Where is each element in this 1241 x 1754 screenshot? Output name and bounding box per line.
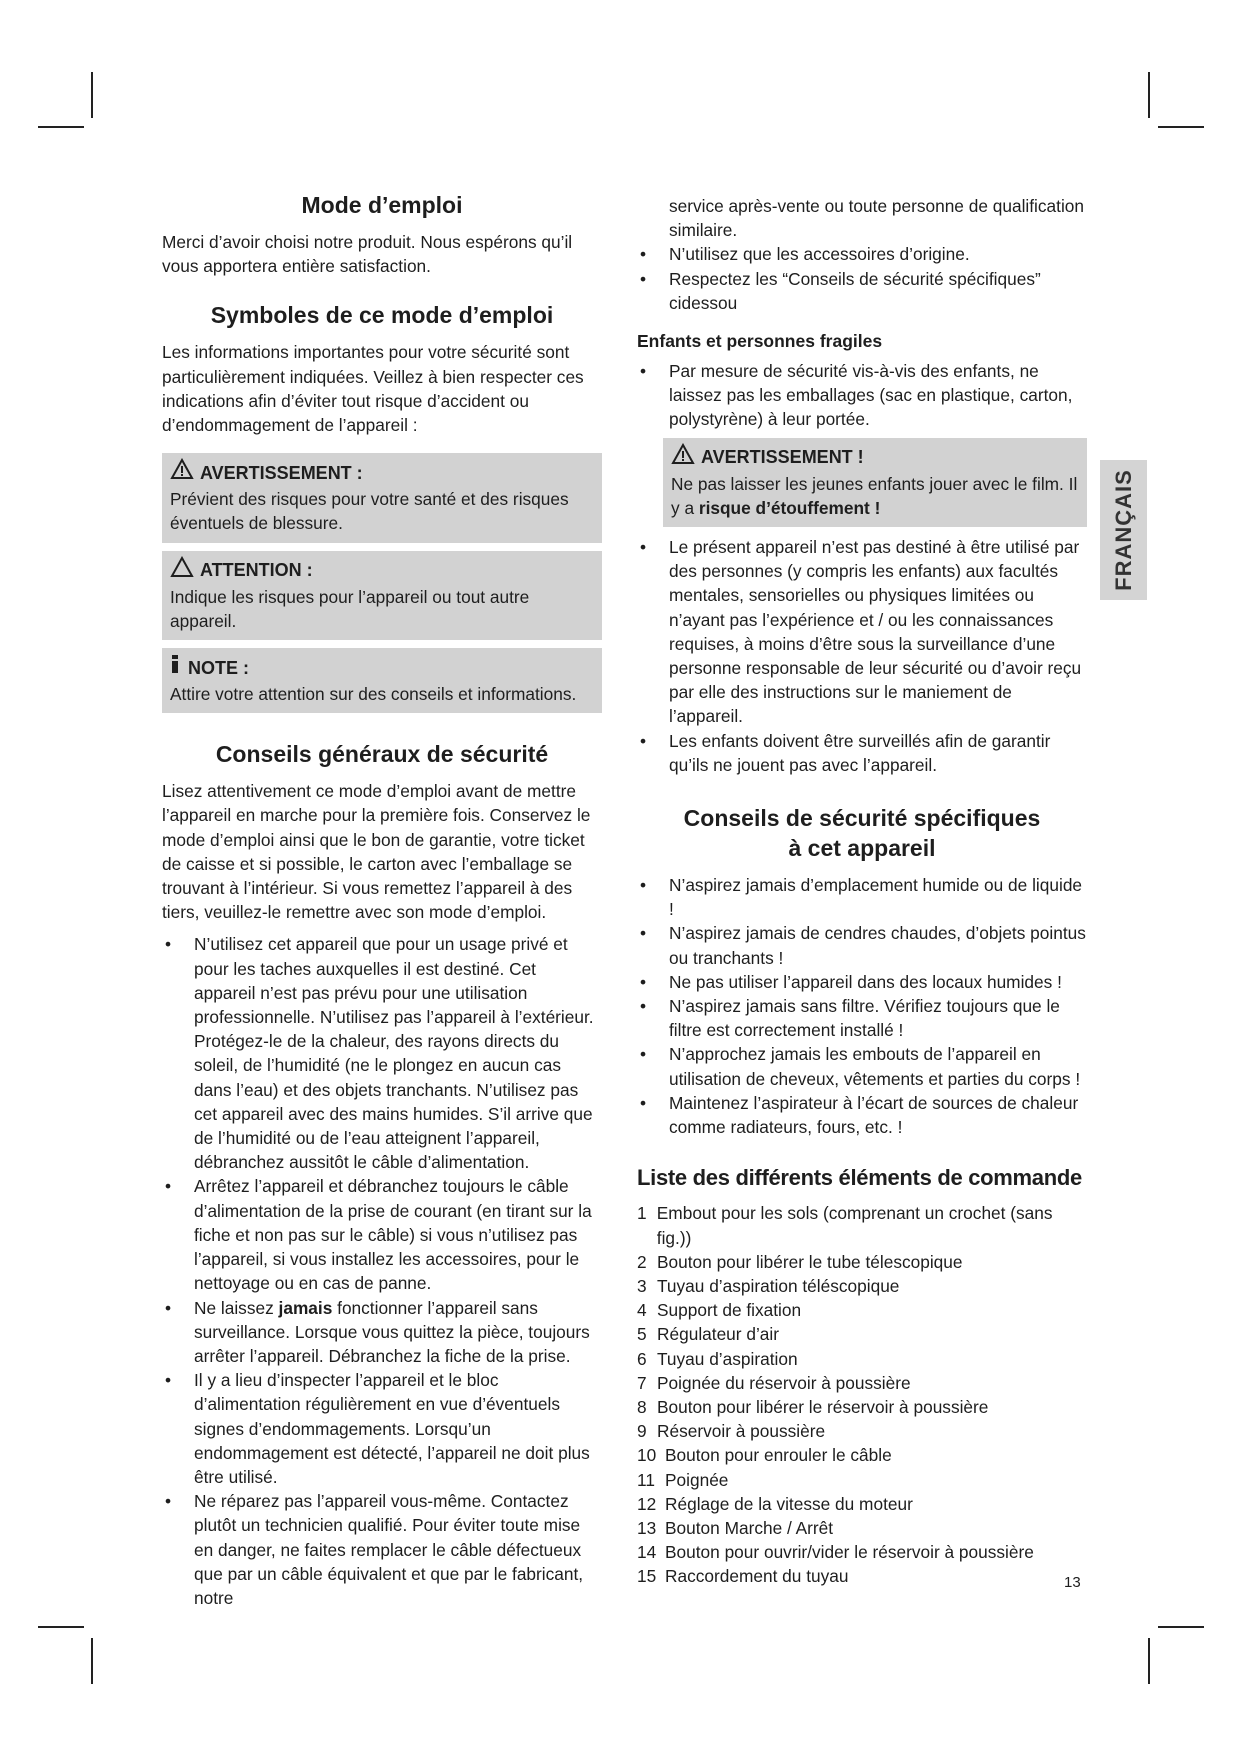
list-item: • Il y a lieu d’inspecter l’appareil et le bloc d’alimentation régulièrement en vue d’éventuels signes d’endommagements. Lorsqu’un endommagement est détecté, l’appareil ne doit plus être utilisé. [164,1370,590,1487]
title-general-safety: Conseils généraux de sécurité [215,741,549,768]
warning-text: Prévient des risques pour votre santé et des risques éventuels de blessure. [170,489,569,534]
crop-mark [38,126,84,128]
list-item: 7 Poignée du réservoir à poussière [637,1372,911,1393]
crop-mark [91,72,93,118]
warning-icon [170,458,194,487]
general-text: Lisez attentivement ce mode d’emploi avant de mettre l’appareil en marche pour la première fois. Conservez le mode d’emploi ainsi que le bon de garantie, votre ticket de caisse et si possible, le carton avec l’emballage se trouvant à l’intérieur. Si vous remettez l’appareil à des tiers, veuillez-le remettre avec son mode d’emploi. [162,781,591,923]
list-item: 6 Tuyau d’aspiration [637,1348,798,1369]
list-item: • N’utilisez que les accessoires d’origine. [639,244,970,265]
specific-bullets [637,873,1087,1139]
list-item: 12 Réglage de la vitesse du moteur [637,1493,913,1514]
children-bullets-2 [637,535,1087,777]
list-item: 11 Poignée [637,1469,729,1490]
list-item: • Le présent appareil n’est pas destiné à être utilisé par des personnes (y compris les enfants) aux facultés mentales, sensorielles ou physiques limitées ou n’ayant pas l’expérience et / ou les connaissances requises, à moins d’être sous la surveillance d’une personne responsable de leur sécurité ou d’avoir reçu par elle des instructions sur le maniement de l’appareil. [639,537,1082,727]
note-text: Attire votre attention sur des conseils et informations. [170,684,577,705]
list-item: • N’aspirez jamais de cendres chaudes, d’objets pointus ou tranchants ! [639,923,1086,968]
list-item: • N’approchez jamais les embouts de l’appareil en utilisation de cheveux, vêtements et parties du corps ! [639,1044,1081,1089]
children-bullets-1 [637,359,1087,432]
warning-title: AVERTISSEMENT ! [701,447,864,468]
attention-box [162,551,602,640]
warning-title: AVERTISSEMENT : [200,462,363,483]
title-mode-emploi: Mode d’emploi [301,192,463,218]
list-item: 5 Régulateur d’air [637,1324,779,1345]
title-parts-list: Liste des différents éléments de commande [637,1165,1082,1191]
list-item: 9 Réservoir à poussière [637,1421,826,1442]
crop-mark [91,1638,93,1684]
list-item: • Maintenez l’aspirateur à l’écart de sources de chaleur comme radiateurs, fours, etc. ! [639,1092,1079,1138]
attention-title: ATTENTION : [200,560,313,581]
language-tab-label: FRANÇAIS [1110,469,1136,591]
crop-mark [1158,1626,1204,1628]
children-heading: Enfants et personnes fragiles [637,331,883,352]
list-item: 4 Support de fixation [637,1300,802,1321]
list-item: • N’aspirez jamais d’emplacement humide ou de liquide ! [639,875,1083,920]
list-item: 15 Raccordement du tuyau [637,1566,849,1587]
list-item: • Ne laissez jamais fonctionner l’appareil sans surveillance. Lorsque vous quittez la pièce, toujours arrêter l’appareil. Débranchez la fiche de la prise. [164,1297,590,1366]
title-specific-2: à cet appareil [788,835,936,862]
list-item: • Les enfants doivent être surveillés afin de garantir qu’ils ne jouent pas avec l’appareil. [639,730,1051,775]
list-item: • Ne pas utiliser l’appareil dans des locaux humides ! [639,971,1062,992]
left-column [162,190,602,1610]
warning-box-children [663,438,1087,527]
list-item: • Ne réparez pas l’appareil vous-même. Contactez plutôt un technicien qualifié. Pour éviter toute mise en danger, ne faites remplacer le câble défectueux que par un câble équivalent et que par le fabricant, notre [164,1491,584,1608]
crop-mark [1158,126,1204,128]
general-bullets [162,932,602,1610]
intro-text: Merci d’avoir choisi notre produit. Nous espérons qu’il vous apportera entière satisfaction. [162,232,573,277]
list-item: 10 Bouton pour enrouler le câble [637,1445,892,1466]
list-item: • N’utilisez cet appareil que pour un usage privé et pour les taches auxquelles il est destiné. Cet appareil n’est pas prévu pour une utilisation professionnelle. N’utilisez pas l’appareil à l’extérieur. Protégez-le de la chaleur, des rayons directs du soleil, de l’humidité (ne le plongez en aucun cas dans l’eau) et des objets tranchants. N’utilisez pas cet appareil avec des mains humides. S’il arrive que de l’humidité ou de l’eau atteignent l’appareil, débranchez aussitôt le câble d’alimentation. [164,934,594,1173]
attention-text: Indique les risques pour l’appareil ou tout autre appareil. [170,586,530,631]
language-tab [1100,460,1147,600]
list-item: • Arrêtez l’appareil et débranchez toujours le câble d’alimentation de la prise de courant (en tirant sur la fiche et non pas sur le câble) si vous n’utilisez pas l’appareil, si vous installez les accessoires, pour le nettoyage ou en cas de panne. [164,1176,592,1294]
note-box [162,648,602,713]
title-symbols: Symboles de ce mode d’emploi [210,302,554,329]
list-item: • N’aspirez jamais sans filtre. Vérifiez toujours que le filtre est correctement installé ! [639,996,1060,1041]
continued-text: service après-vente ou toute personne de qualification similaire. [669,196,1085,241]
top-bullets [637,242,1087,315]
crop-mark [1148,72,1150,118]
list-item: 13 Bouton Marche / Arrêt [637,1517,834,1538]
list-item: 1 Embout pour les sols (comprenant un crochet (sans fig.)) [637,1203,1053,1248]
info-icon [170,653,182,682]
symbols-text: Les informations importantes pour votre sécurité sont particulièrement indiquées. Veillez à bien respecter ces indications afin d’éviter tout risque d’accident ou d’endommagement de l’appareil : [162,342,584,436]
warning-icon [671,443,695,472]
title-specific-1: Conseils de sécurité spécifiques [683,805,1041,832]
warning-box [162,453,602,542]
page-number: 13 [1064,1574,1081,1591]
right-column [637,194,1087,1589]
parts-list [637,1201,1087,1588]
warning-text: Ne pas laisser les jeunes enfants jouer avec le film. Il y a risque d’étouffement ! [671,473,1078,518]
list-item: 3 Tuyau d’aspiration téléscopique [637,1275,900,1296]
list-item: • Par mesure de sécurité vis-à-vis des enfants, ne laissez pas les emballages (sac en plastique, carton, polystyrène) à leur portée. [639,361,1073,430]
list-item: 8 Bouton pour libérer le réservoir à poussière [637,1396,989,1417]
crop-mark [38,1626,84,1628]
list-item: 2 Bouton pour libérer le tube télescopique [637,1251,963,1272]
attention-icon [170,556,194,585]
list-item: 14 Bouton pour ouvrir/vider le réservoir à poussière [637,1542,1034,1563]
list-item: • Respectez les “Conseils de sécurité spécifiques” cidessou [639,268,1041,313]
crop-mark [1148,1638,1150,1684]
note-title: NOTE : [188,657,249,678]
